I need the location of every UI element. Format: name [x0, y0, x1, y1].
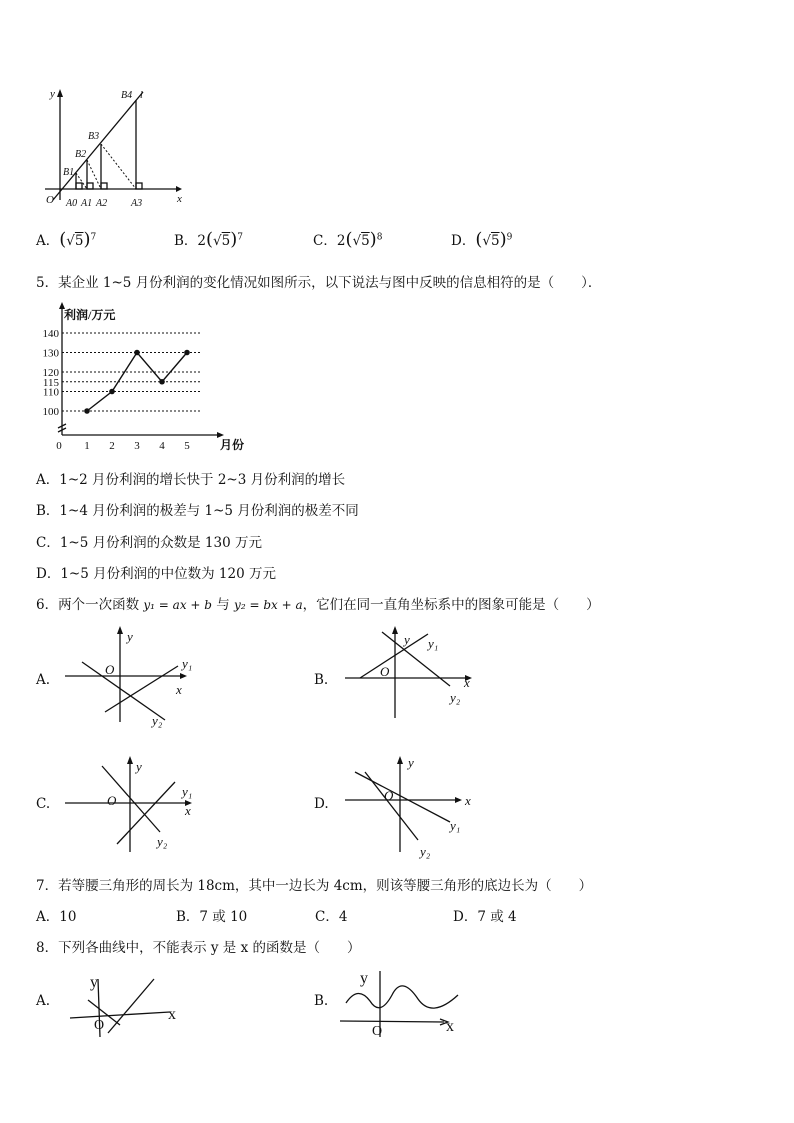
q8-label-a[interactable]: A. — [36, 993, 51, 1009]
q6-y1-formula: y₁ = ax + b — [143, 598, 212, 612]
chart-x-tick-label: 4 — [159, 440, 165, 452]
q4-label-a3: A3 — [131, 198, 143, 209]
chart-data-point — [159, 379, 165, 385]
q4-option-c[interactable]: C．$2(√5)^8$ — [313, 229, 383, 250]
chart-x-tick-label: 0 — [56, 440, 62, 452]
chart-data-point — [134, 350, 140, 356]
q8-label-b[interactable]: B. — [314, 993, 329, 1009]
svg-text:x: x — [185, 803, 191, 818]
q7-option-c[interactable]: C．4 — [315, 909, 348, 925]
svg-text:x: x — [176, 682, 182, 697]
q6-stem: 6．两个一次函数 y₁ = ax + b 与 y₂ = bx + a，它们在同一直角坐标系中的图象可能是（ ） — [36, 597, 600, 613]
svg-text:y: y — [127, 629, 133, 644]
q6-graph-c[interactable] — [60, 752, 220, 862]
q6-label-a[interactable]: A. — [36, 672, 51, 688]
chart-y-tick-label: 100 — [42, 406, 59, 418]
q5-option-d[interactable]: D．1~5 月份利润的中位数为 120 万元 — [36, 566, 276, 582]
chart-y-tick-label: 110 — [42, 386, 59, 399]
q4-label-a1: A1 — [81, 198, 93, 209]
q7-option-d[interactable]: D．7 或 4 — [453, 909, 517, 925]
q4-label-b4: B4 — [121, 90, 133, 101]
svg-text:y: y — [404, 632, 410, 647]
chart-x-axis-label: 月份 — [220, 438, 245, 452]
q4-option-b[interactable]: B．$2(√5)^7$ — [174, 229, 244, 250]
sqrt-symbol-icon: √ — [352, 233, 362, 249]
q8-graph-b[interactable] — [336, 963, 486, 1043]
chart-y-axis-label: 利润/万元 — [64, 308, 116, 322]
chart-y-tick-label: 115 — [42, 376, 59, 389]
q7-option-a[interactable]: A．10 — [36, 909, 77, 925]
svg-text:x: x — [465, 793, 471, 808]
chart-y-tick-label: 120 — [42, 367, 59, 379]
q5-chart — [30, 300, 270, 450]
sqrt-symbol-icon: √ — [213, 233, 222, 249]
chart-data-point — [84, 408, 90, 414]
svg-text:x: x — [446, 1018, 454, 1035]
q5-stem: 5．某企业 1~5 月份利润的变化情况如图所示，以下说法与图中反映的信息相符的是（ ）． — [36, 275, 602, 291]
q4-x-arrow — [176, 186, 182, 192]
q6-label-b[interactable]: B. — [314, 672, 329, 688]
q4-label-l: l — [140, 90, 143, 101]
chart-x-tick-label: 5 — [184, 440, 190, 452]
chart-data-point — [184, 350, 190, 356]
q7-option-b[interactable]: B．7 或 10 — [176, 909, 248, 925]
q6-label-c[interactable]: C. — [36, 796, 51, 812]
svg-text:y₂: y₂ — [450, 690, 461, 705]
q4-label-b1: B1 — [63, 167, 75, 178]
svg-text:O: O — [372, 1024, 383, 1039]
q6-y2-formula: y₂ = bx + a — [234, 598, 303, 612]
svg-text:y₂: y₂ — [152, 713, 163, 728]
q6-graph-d[interactable] — [340, 752, 520, 867]
svg-text:O: O — [94, 1018, 105, 1033]
svg-text:y₁: y₁ — [182, 784, 193, 799]
svg-text:O: O — [105, 662, 115, 677]
q4-label-a2: A2 — [96, 198, 108, 209]
svg-text:y: y — [360, 970, 368, 987]
q6-graph-b[interactable] — [340, 622, 510, 732]
sqrt-symbol-icon: √ — [482, 233, 491, 249]
svg-text:x: x — [168, 1006, 176, 1023]
q6-label-d[interactable]: D. — [314, 796, 329, 812]
q4-options — [36, 229, 736, 255]
svg-text:y₁: y₁ — [450, 818, 461, 833]
q4-option-d[interactable]: D．$(√5)^9$ — [451, 229, 513, 250]
svg-text:y₂: y₂ — [420, 844, 431, 859]
chart-x-tick-label: 3 — [134, 440, 140, 452]
q4-x-label: x — [177, 193, 182, 205]
q4-label-b2: B2 — [75, 149, 87, 160]
q4-label-a0: A0 — [66, 198, 78, 209]
chart-x-tick-label: 2 — [109, 440, 115, 452]
q4-y-label: y — [50, 88, 55, 100]
svg-text:y₂: y₂ — [157, 834, 168, 849]
svg-text:O: O — [107, 793, 117, 808]
q5-option-a[interactable]: A．1~2 月份利润的增长快于 2~3 月份利润的增长 — [36, 472, 346, 488]
svg-text:O: O — [380, 664, 390, 679]
q4-label-b3: B3 — [88, 131, 100, 142]
q4-y-arrow — [57, 89, 63, 97]
chart-data-point — [109, 389, 115, 395]
svg-text:O: O — [384, 788, 394, 803]
svg-text:y: y — [408, 755, 414, 770]
q5-option-c[interactable]: C．1~5 月份利润的众数是 130 万元 — [36, 535, 262, 551]
q7-stem: 7．若等腰三角形的周长为 18cm，其中一边长为 4cm，则该等腰三角形的底边长为（ ） — [36, 878, 593, 894]
q6-graph-a[interactable] — [60, 622, 220, 732]
sqrt-symbol-icon: √ — [66, 233, 75, 249]
svg-text:y: y — [90, 974, 98, 991]
svg-text:y₁: y₁ — [428, 636, 439, 651]
q4-main-line — [53, 92, 143, 200]
svg-text:y: y — [136, 759, 142, 774]
chart-x-tick-label: 1 — [84, 440, 90, 452]
svg-text:x: x — [464, 675, 470, 690]
q8-stem: 8．下列各曲线中，不能表示 y 是 x 的函数是（ ） — [36, 940, 361, 956]
chart-y-tick-label: 130 — [42, 347, 59, 360]
chart-y-tick-label: 140 — [42, 328, 59, 340]
q8-graph-a[interactable] — [62, 965, 212, 1045]
svg-text:y₁: y₁ — [182, 656, 193, 671]
q4-option-a[interactable]: A．$(√5)^7$ — [36, 229, 97, 250]
q5-option-b[interactable]: B．1~4 月份利润的极差与 1~5 月份利润的极差不同 — [36, 503, 359, 519]
q4-origin-label: O — [46, 194, 54, 206]
